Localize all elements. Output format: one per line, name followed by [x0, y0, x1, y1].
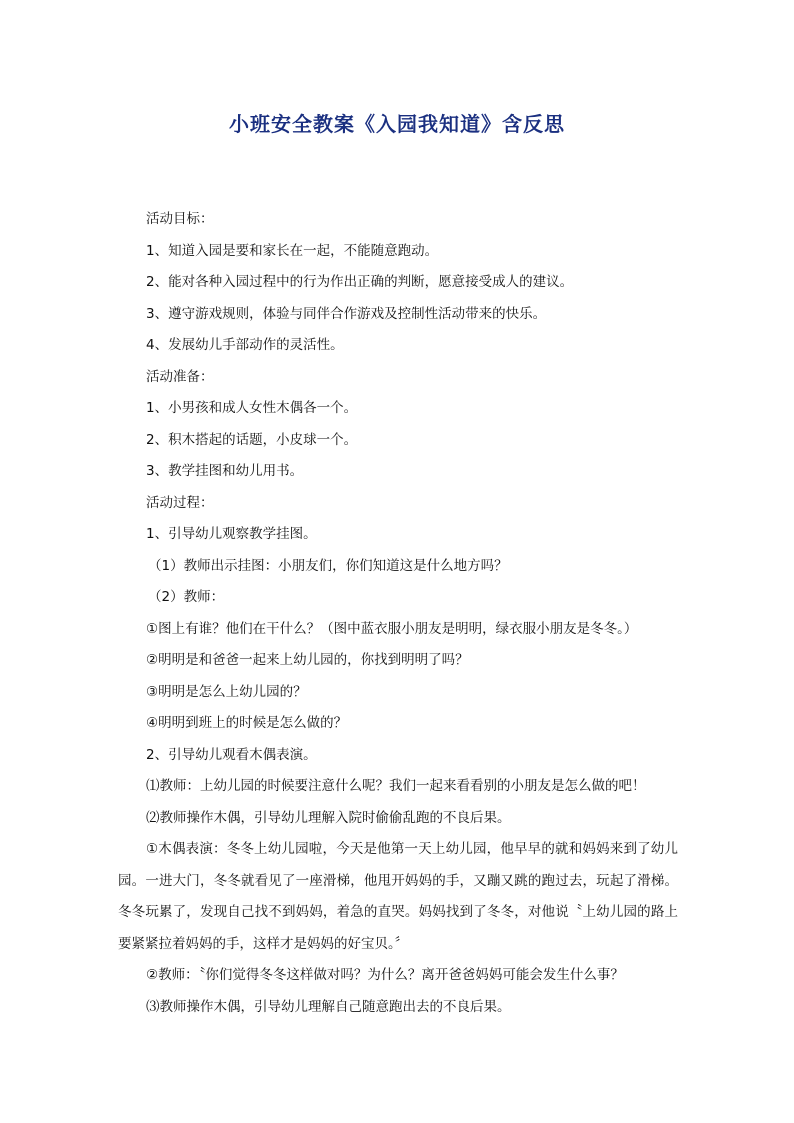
process-question: ②明明是和爸爸一起来上幼儿园的，你找到明明了吗？: [146, 652, 469, 668]
process-step: 2、引导幼儿观看木偶表演。: [146, 746, 317, 763]
goal-item: 3、遵守游戏规则，体验与同伴合作游戏及控制性活动带来的快乐。: [146, 305, 547, 322]
preparation-item: 1、小男孩和成人女性木偶各一个。: [146, 400, 358, 416]
document-title: 小班安全教案《入园我知道》含反思: [229, 112, 565, 136]
document-body: [118, 204, 678, 1023]
section-heading-preparation: 活动准备：: [146, 368, 214, 385]
process-question: ③明明是怎么上幼儿园的？: [146, 683, 307, 700]
process-question: ①图上有谁？他们在干什么？（图中蓝衣服小朋友是明明，绿衣服小朋友是冬冬。）: [146, 620, 638, 637]
process-substep: ⑵教师操作木偶，引导幼儿理解入院时偷偷乱跑的不良后果。: [146, 809, 511, 826]
process-substep: ⑴教师：上幼儿园的时候要注意什么呢？我们一起来看看别的小朋友是怎么做的吧！: [146, 778, 646, 794]
preparation-item: 3、教学挂图和幼儿用书。: [146, 463, 304, 479]
goal-item: 1、知道入园是要和家长在一起，不能随意跑动。: [146, 242, 439, 259]
puppet-show-paragraph: ①木偶表演：冬冬上幼儿园啦，今天是他第一天上幼儿园，他早早的就和妈妈来到了幼儿园。一进大门，冬冬就看见了一座滑梯，他甩开妈妈的手，又蹦又跳的跑过去，玩起了滑梯。冬冬玩累了，发现自己找不到妈妈，着急的直哭。妈妈找到了冬冬，对他说〝上幼儿园的路上要紧紧拉着妈妈的手，这样才是妈妈的好宝贝。〞: [118, 841, 678, 952]
process-question: ②教师：〝你们觉得冬冬这样做对吗？为什么？离开爸爸妈妈可能会发生什么事？: [146, 967, 624, 983]
process-question: ④明明到班上的时候是怎么做的？: [146, 715, 348, 731]
process-substep: （1）教师出示挂图：小朋友们，你们知道这是什么地方吗？: [148, 557, 508, 574]
process-step: 1、引导幼儿观察教学挂图。: [146, 526, 317, 542]
goal-item: 2、能对各种入园过程中的行为作出正确的判断，愿意接受成人的建议。: [146, 274, 574, 290]
section-heading-goals: 活动目标：: [146, 211, 214, 227]
preparation-item: 2、积木搭起的话题，小皮球一个。: [146, 431, 358, 448]
process-substep: （2）教师：: [148, 589, 225, 605]
goal-item: 4、发展幼儿手部动作的灵活性。: [146, 337, 344, 353]
process-substep: ⑶教师操作木偶，引导幼儿理解自己随意跑出去的不良后果。: [146, 998, 511, 1015]
section-heading-process: 活动过程：: [146, 494, 214, 511]
